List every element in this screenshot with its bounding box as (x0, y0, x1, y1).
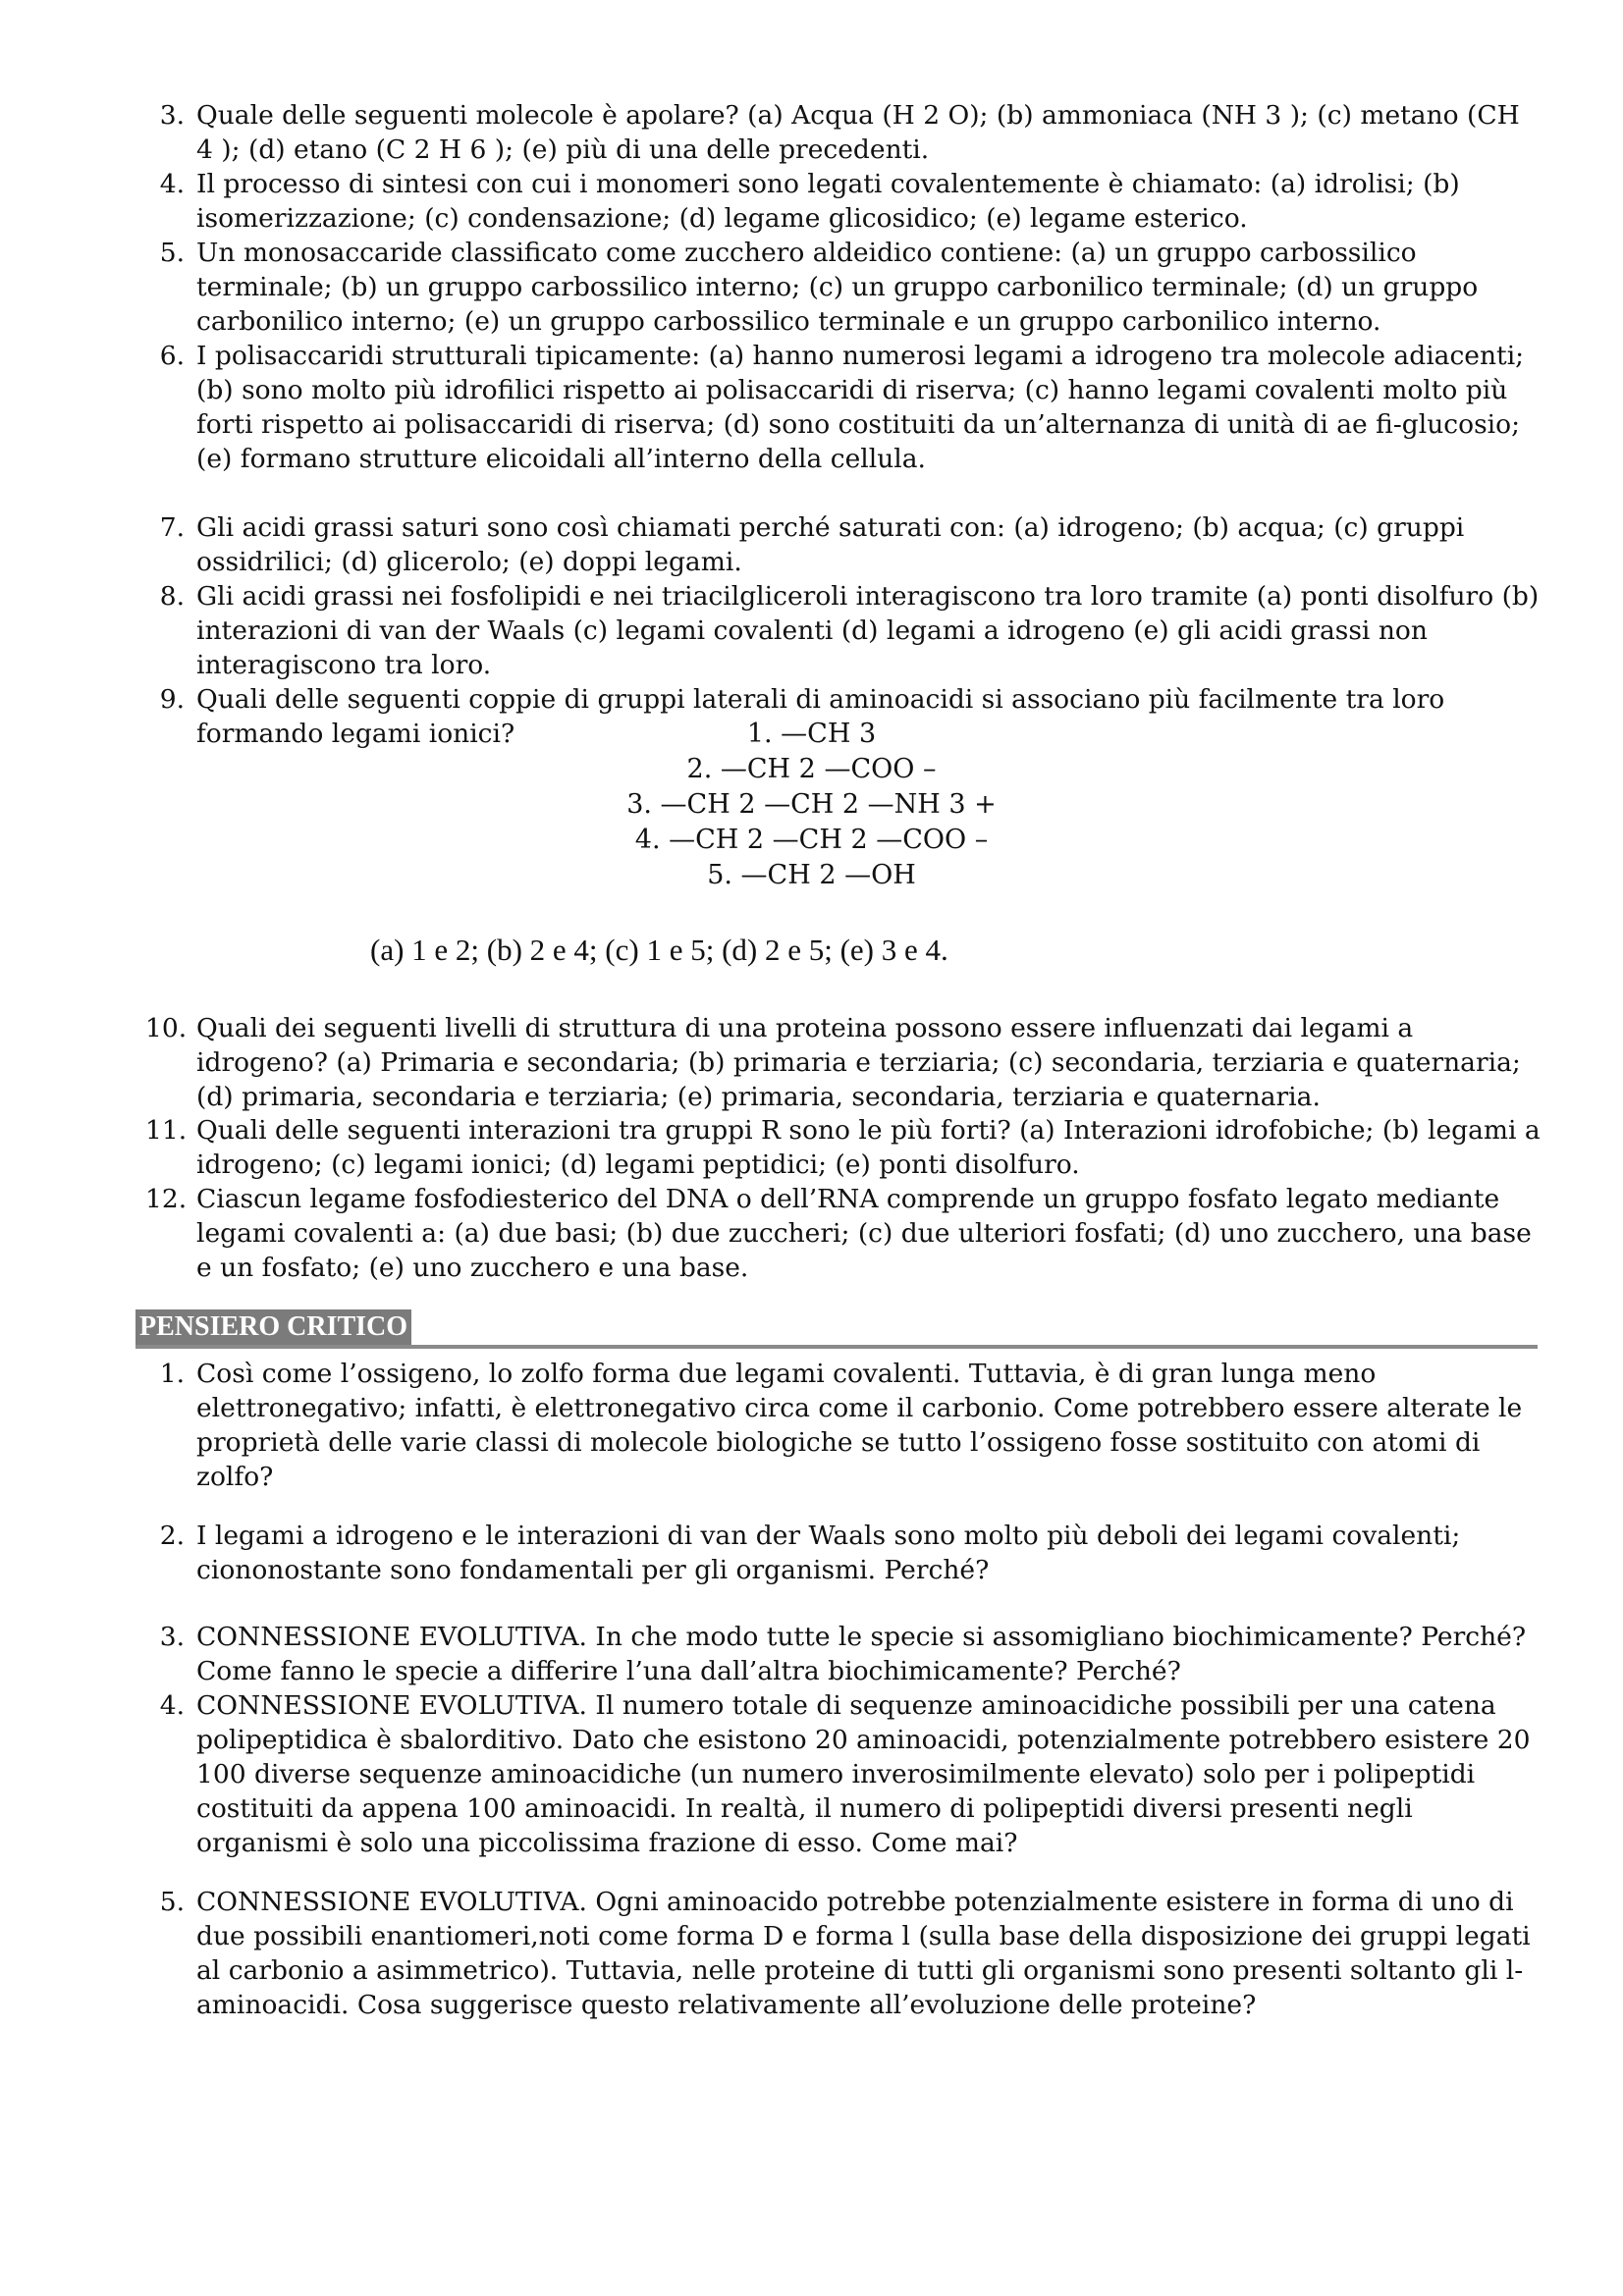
question-text: Quali dei seguenti livelli di struttura di una proteina possono essere influenzati dai legami a idrogeno? (a) Primaria e secondaria; (b) primaria e terziaria; (c) secondaria, terziaria e quaternaria; (d) primaria, secondaria e terziaria; (e) primaria, secondaria, terziaria e quaternaria. (196, 1013, 1521, 1112)
section-divider (135, 1345, 1538, 1349)
formula-line: 5. —CH 2 —OH (707, 860, 916, 890)
section-title: PENSIERO CRITICO (135, 1309, 411, 1345)
question-text: Un monosaccaride classificato come zucchero aldeidico contiene: (a) un gruppo carbossilico terminale; (b) un gruppo carbossilico interno; (c) un gruppo carbonilico terminale; (d) un gruppo carbonilico interno; (e) un gruppo carbossilico terminale e un gruppo carbonilico interno. (196, 238, 1479, 337)
formula-line: 1. —CH 3 (746, 719, 877, 749)
question-text: CONNESSIONE EVOLUTIVA. Il numero totale di sequenze aminoacidiche possibili per una catena polipeptidica è sbalorditivo. Dato che esistono 20 aminoacidi, potenzialmente potrebbero esistere 20 100 diverse sequenze aminoacidiche (un numero inverosimilmente elevato) solo per i polipeptidi costituiti da appena 100 aminoacidi. In realtà, il numero di polipeptidi diversi presenti negli organismi è solo una piccolissima frazione di esso. Come mai? (196, 1690, 1531, 1858)
question-number: 7. (159, 512, 185, 543)
question-text: Così come l’ossigeno, lo zolfo forma due legami covalenti. Tuttavia, è di gran lunga meno elettronegativo; infatti, è elettronegativo circa come il carbonio. Come potrebbero essere alterate le proprietà delle varie classi di molecole biologiche se tutto l’ossigeno fosse sostituito con atomi di zolfo? (196, 1359, 1523, 1492)
formula-line: 3. —CH 2 —CH 2 —NH 3 + (626, 789, 997, 820)
question-6 (145, 339, 1540, 510)
critical-question-5 (145, 1885, 1540, 2022)
question-11 (145, 1113, 1540, 1182)
question-3 (145, 98, 1540, 167)
question-number: 12. (145, 1184, 188, 1214)
question-5 (145, 236, 1540, 339)
formula-line: 4. —CH 2 —CH 2 —COO – (634, 825, 989, 855)
question-text: Gli acidi grassi saturi sono così chiamati perché saturati con: (a) idrogeno; (b) acqua; (c) gruppi ossidrilici; (d) glicerolo; (e) doppi legami. (196, 512, 1465, 577)
question-text: CONNESSIONE EVOLUTIVA. In che modo tutte le specie si assomigliano biochimicamente? Perché? Come fanno le specie a differire l’una dall’altra biochimicamente? Perché? (196, 1622, 1527, 1686)
question-number: 11. (145, 1115, 188, 1146)
question-number: 4. (159, 169, 185, 199)
critical-question-2 (145, 1519, 1540, 1587)
critical-question-1 (145, 1357, 1540, 1494)
question-7 (145, 510, 1540, 579)
question-text: I legami a idrogeno e le interazioni di van der Waals sono molto più deboli dei legami covalenti; ciononostante sono fondamentali per gli organismi. Perché? (196, 1521, 1461, 1585)
question-text: Quali delle seguenti coppie di gruppi laterali di aminoacidi si associano più facilmente tra loro formando legami ionici? (196, 684, 1445, 749)
question-text: CONNESSIONE EVOLUTIVA. Ogni aminoacido potrebbe potenzialmente esistere in forma di uno di due possibili enantiomeri,noti come forma D e forma l (sulla base della disposizione dei gruppi legati al carbonio a asimmetrico). Tuttavia, nelle proteine di tutti gli organismi sono presenti soltanto gli l-aminoacidi. Cosa suggerisce questo relativamente all’evoluzione delle proteine? (196, 1887, 1531, 2020)
question-text: Il processo di sintesi con cui i monomeri sono legati covalentemente è chiamato: (a) idrolisi; (b) isomerizzazione; (c) condensazione; (d) legame glicosidico; (e) legame esterico. (196, 169, 1460, 234)
question-number: 10. (145, 1013, 188, 1043)
formula-line: 2. —CH 2 —COO – (686, 754, 937, 784)
critical-question-3 (145, 1620, 1540, 1688)
question-number: 2. (159, 1521, 185, 1551)
question-number: 4. (159, 1690, 185, 1721)
question-number: 5. (159, 238, 185, 268)
question-text: Gli acidi grassi nei fosfolipidi e nei triacilgliceroli interagiscono tra loro tramite (a) ponti disolfuro (b) interazioni di van der Waals (c) legami covalenti (d) legami a idrogeno (e) gli acidi grassi non interagiscono tra loro. (196, 581, 1540, 680)
question-4 (145, 167, 1540, 236)
question-8 (145, 579, 1540, 682)
question-text: Quale delle seguenti molecole è apolare? (a) Acqua (H 2 O); (b) ammoniaca (NH 3 ); (c) metano (CH 4 ); (d) etano (C 2 H 6 ); (e) più di una delle precedenti. (196, 100, 1520, 165)
question-number: 3. (159, 1622, 185, 1652)
question-number: 8. (159, 581, 185, 612)
question-text: I polisaccaridi strutturali tipicamente: (a) hanno numerosi legami a idrogeno tra molecole adiacenti; (b) sono molto più idrofilici rispetto ai polisaccaridi di riserva; (c) hanno legami covalenti molto più forti rispetto ai polisaccaridi di riserva; (d) sono costituiti da un’alternanza di unità di ae fi-glucosio; (e) formano strutture elicoidali all’interno della cellula. (196, 341, 1525, 474)
question-text: Quali delle seguenti interazioni tra gruppi R sono le più forti? (a) Interazioni idrofobiche; (b) legami a idrogeno; (c) legami ionici; (d) legami peptidici; (e) ponti disolfuro. (196, 1115, 1541, 1180)
question-number: 6. (159, 341, 185, 371)
section-header (135, 1309, 1538, 1349)
critical-question-4 (145, 1688, 1540, 1860)
question-12 (145, 1182, 1540, 1285)
question-number: 9. (159, 684, 185, 715)
question-text: Ciascun legame fosfodiesterico del DNA o dell’RNA comprende un gruppo fosfato legato mediante legami covalenti a: (a) due basi; (b) due zuccheri; (c) due ulteriori fosfati; (d) uno zucchero, una base e un fosfato; (e) uno zucchero e una base. (196, 1184, 1532, 1283)
question-number: 1. (159, 1359, 185, 1389)
question-number: 3. (159, 100, 185, 131)
question-number: 5. (159, 1887, 185, 1917)
answer-options: (a) 1 e 2; (b) 2 e 4; (c) 1 e 5; (d) 2 e 5; (e) 3 e 4. (370, 933, 948, 967)
